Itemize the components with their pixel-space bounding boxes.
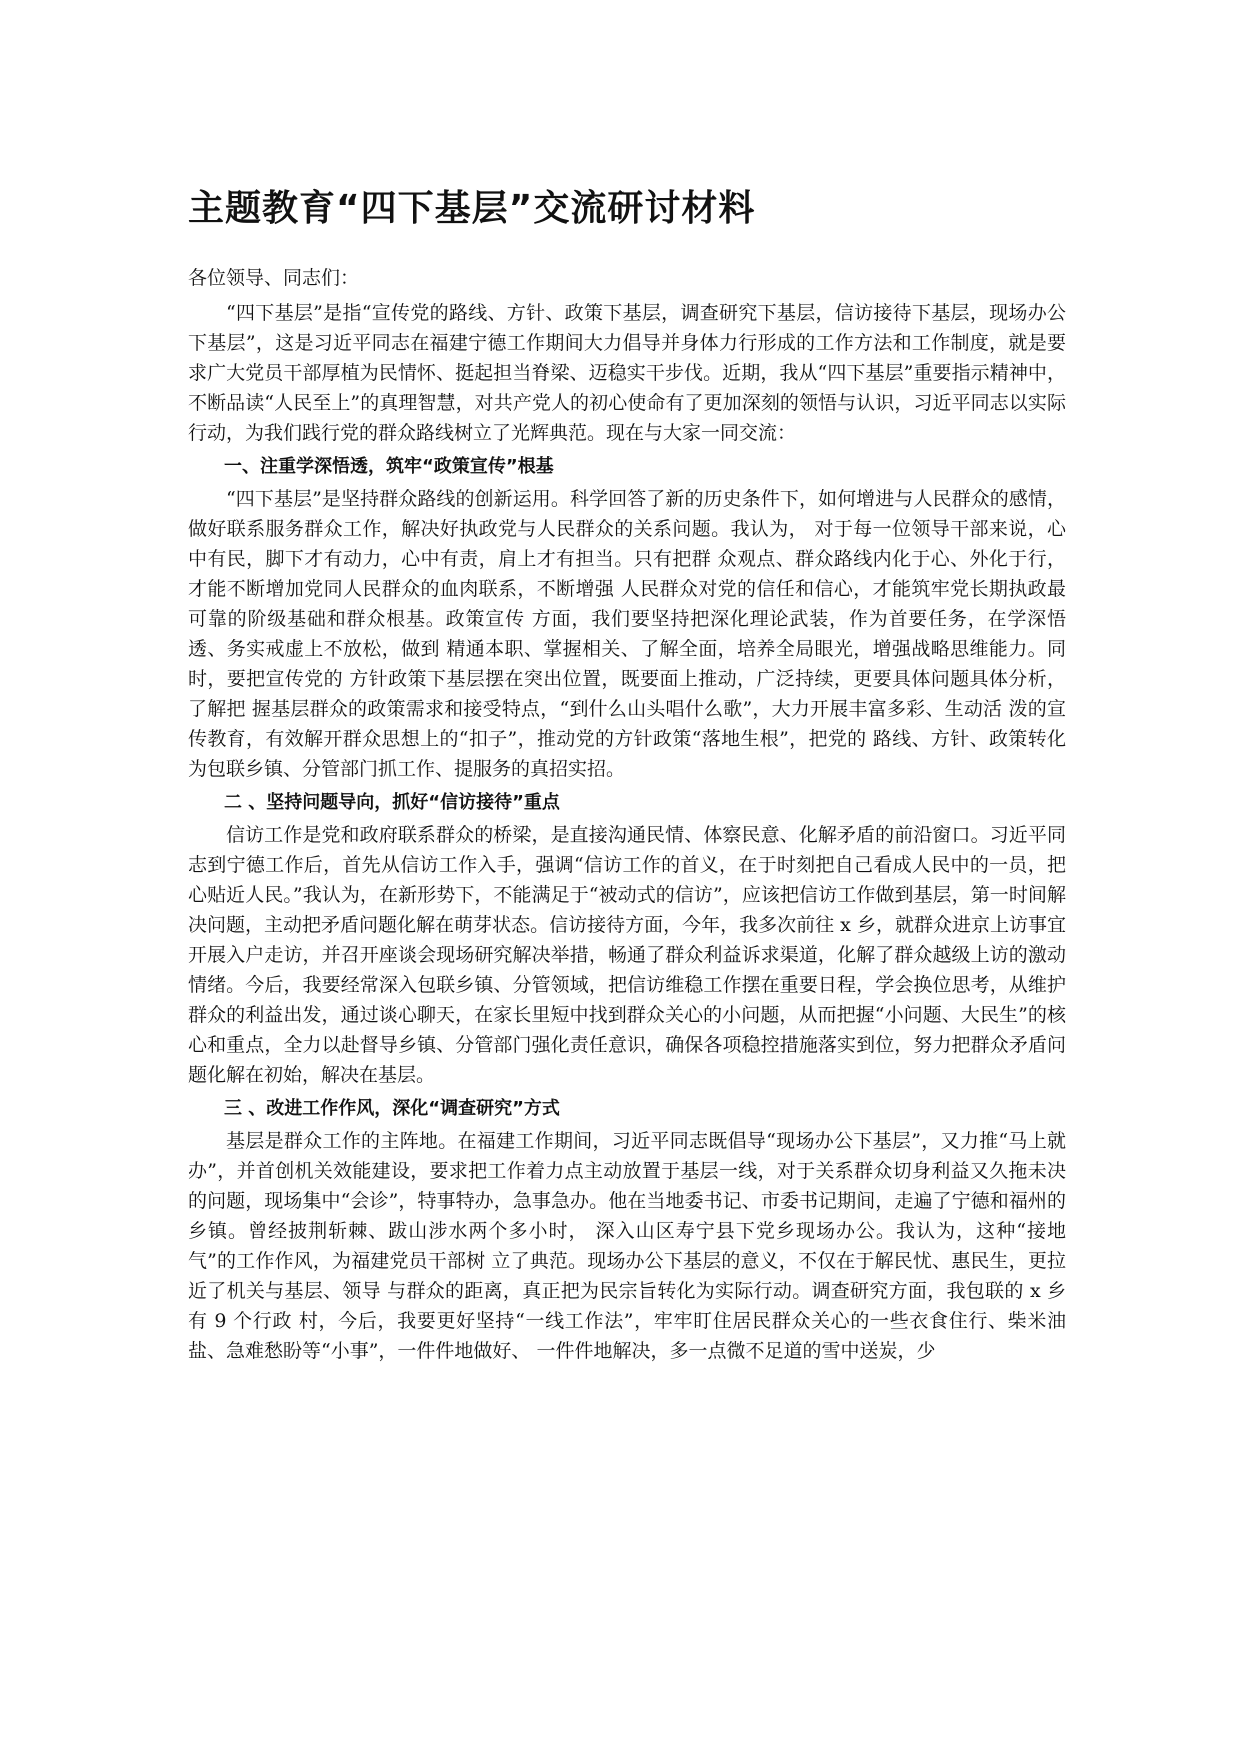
- section-heading: 三 、改进工作作风，深化“调查研究”方式: [224, 1098, 560, 1119]
- section-3: [188, 1094, 1066, 1366]
- document-title: 主题教育“四下基层”交流研讨材料: [188, 188, 756, 229]
- intro-paragraph: “四下基层”是指“宣传党的路线、方针、政策下基层，调查研究下基层，信访接待下基层，现场办公下基层”，这是习近平同志在福建宁德工作期间大力倡导并身体力行形成的工作方法和工作制度，就是要求广大党员干部厚植为民情怀、挺起担当脊梁、迈稳实干步伐。近期，我从“四下基层”重要指示精神中，不断品读“人民至上”的真理智慧，对共产党人的初心使命有了更加深刻的领悟与认识，习近平同志以实际行动，为我们践行党的群众路线树立了光辉典范。现在与大家一同交流：: [188, 302, 1066, 444]
- section-body: 基层是群众工作的主阵地。在福建工作期间，习近平同志既倡导“现场办公下基层”，又力推“马上就办”，并首创机关效能建设，要求把工作着力点主动放置于基层一线，对于关系群众切身利益又久拖未决的问题，现场集中“会诊”，特事特办，急事急办。他在当地委书记、市委书记期间，走遍了宁德和福州的乡镇。曾经披荆斩棘、跋山涉水两个多小时， 深入山区寿宁县下党乡现场办公。我认为，这种“接地气”的工作作风，为福建党员干部树 立了典范。现场办公下基层的意义，不仅在于解民忧、惠民生，更拉近了机关与基层、领导 与群众的距离，真正把为民宗旨转化为实际行动。调查研究方面，我包联的 x 乡有 9 个行政 村，今后，我要更好坚持“一线工作法”，牢牢盯住居民群众关心的一些衣食住行、柴米油 盐、急难愁盼等“小事”，一件件地做好、 一件件地解决，多一点微不足道的雪中送炭，少: [188, 1130, 1066, 1362]
- section-1: [188, 452, 1066, 784]
- section-2: [188, 788, 1066, 1090]
- section-heading: 二 、坚持问题导向，抓好“信访接待”重点: [224, 792, 560, 813]
- section-body: 信访工作是党和政府联系群众的桥梁，是直接沟通民情、体察民意、化解矛盾的前沿窗口。习近平同志到宁德工作后，首先从信访工作入手，强调“信访工作的首义，在于时刻把自己看成人民中的一员，把心贴近人民。”我认为，在新形势下，不能满足于“被动式的信访”，应该把信访工作做到基层，第一时间解决问题，主动把矛盾问题化解在萌芽状态。信访接待方面，今年，我多次前往 x 乡，就群众进京上访事宜开展入户走访，并召开座谈会现场研究解决举措，畅通了群众利益诉求渠道，化解了群众越级上访的激动情绪。今后，我要经常深入包联乡镇、分管领域，把信访维稳工作摆在重要日程，学会换位思考，从维护群众的利益出发，通过谈心聊天，在家长里短中找到群众关心的小问题，从而把握“小问题、大民生”的核心和重点，全力以赴督导乡镇、分管部门强化责任意识，确保各项稳控措施落实到位，努力把群众矛盾问题化解在初始，解决在基层。: [188, 824, 1066, 1086]
- document-content: [188, 186, 1066, 1366]
- salutation: 各位领导、同志们：: [188, 267, 360, 289]
- section-heading: 一、注重学深悟透，筑牢“政策宣传”根基: [224, 456, 554, 477]
- section-body: “四下基层”是坚持群众路线的创新运用。科学回答了新的历史条件下，如何增进与人民群众的感情，做好联系服务群众工作，解决好执政党与人民群众的关系问题。我认为， 对于每一位领导干部来说，心中有民，脚下才有动力，心中有责，肩上才有担当。只有把群 众观点、群众路线内化于心、外化于行，才能不断增加党同人民群众的血肉联系，不断增强 人民群众对党的信任和信心，才能筑牢党长期执政最可靠的阶级基础和群众根基。政策宣传 方面，我们要坚持把深化理论武装，作为首要任务，在学深悟透、务实戒虚上不放松，做到 精通本职、掌握相关、了解全面，培养全局眼光，增强战略思维能力。同时，要把宣传党的 方针政策下基层摆在突出位置，既要面上推动，广泛持续，更要具体问题具体分析，了解把 握基层群众的政策需求和接受特点，“到什么山头唱什么歌”，大力开展丰富多彩、生动活 泼的宣传教育，有效解开群众思想上的“扣子”，推动党的方针政策“落地生根”，把党的 路线、方针、政策转化为包联乡镇、分管部门抓工作、提服务的真招实招。: [188, 488, 1066, 780]
